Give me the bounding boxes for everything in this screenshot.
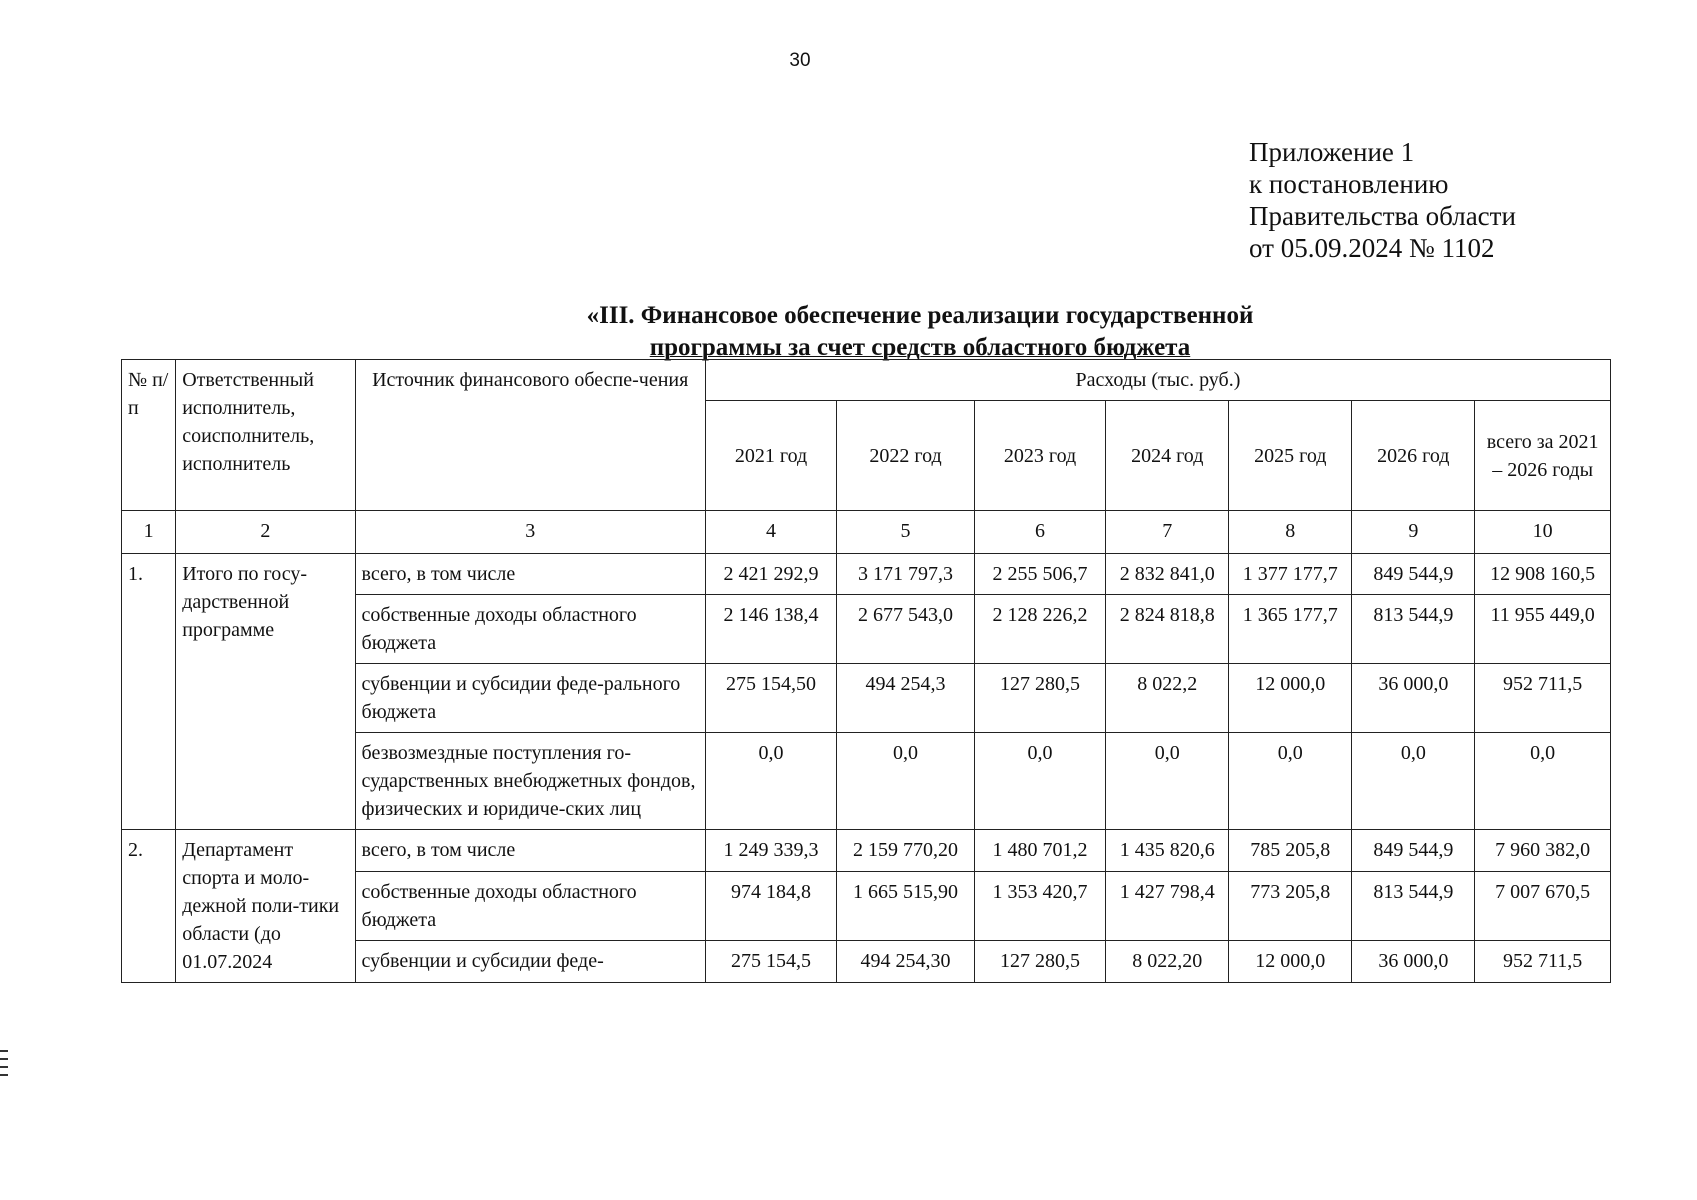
value-cell: 773 205,8 (1229, 871, 1352, 941)
source-cell: безвозмездные поступления го-сударственных внебюджетных фондов, физических и юридиче-ских лиц (355, 733, 705, 830)
value-cell: 0,0 (1352, 733, 1475, 830)
executor-cell: Итого по госу-дарственной программе (176, 554, 355, 830)
column-index: 5 (837, 511, 975, 554)
header-year: 2024 год (1106, 401, 1229, 511)
page-number: 30 (789, 50, 811, 71)
value-cell: 36 000,0 (1352, 664, 1475, 733)
executor-cell: Департамент спорта и моло-дежной поли-тики области (до 01.07.2024 (176, 830, 355, 983)
source-cell: собственные доходы областного бюджета (355, 871, 705, 941)
total-cell: 952 711,5 (1475, 941, 1611, 983)
value-cell: 849 544,9 (1352, 554, 1475, 595)
value-cell: 0,0 (974, 733, 1105, 830)
value-cell: 2 421 292,9 (705, 554, 836, 595)
value-cell: 1 427 798,4 (1106, 871, 1229, 941)
source-cell: всего, в том числе (355, 830, 705, 872)
value-cell: 2 159 770,20 (837, 830, 975, 872)
scan-edge-mark (0, 1066, 8, 1068)
source-cell: субвенции и субсидии феде-рального бюджета (355, 664, 705, 733)
total-cell: 0,0 (1475, 733, 1611, 830)
value-cell: 127 280,5 (974, 941, 1105, 983)
value-cell: 8 022,20 (1106, 941, 1229, 983)
value-cell: 494 254,30 (837, 941, 975, 983)
value-cell: 275 154,50 (705, 664, 836, 733)
column-index: 4 (705, 511, 836, 554)
table-row (122, 554, 1611, 595)
appendix-block (1249, 136, 1516, 264)
column-index-row (122, 511, 1611, 554)
value-cell: 813 544,9 (1352, 595, 1475, 664)
header-year: 2023 год (974, 401, 1105, 511)
value-cell: 36 000,0 (1352, 941, 1475, 983)
column-index: 2 (176, 511, 355, 554)
total-cell: 11 955 449,0 (1475, 595, 1611, 664)
scan-edge-mark (0, 1050, 8, 1052)
value-cell: 275 154,5 (705, 941, 836, 983)
value-cell: 2 677 543,0 (837, 595, 975, 664)
section-title (340, 300, 1500, 364)
column-index: 7 (1106, 511, 1229, 554)
header-year: 2021 год (705, 401, 836, 511)
header-year: 2025 год (1229, 401, 1352, 511)
header-year: 2026 год (1352, 401, 1475, 511)
value-cell: 494 254,3 (837, 664, 975, 733)
header-num: № п/п (122, 360, 176, 511)
header-source: Источник финансового обеспе-чения (355, 360, 705, 511)
section-title-line-1: «III. Финансовое обеспечение реализации государственной (586, 302, 1254, 329)
value-cell: 8 022,2 (1106, 664, 1229, 733)
header-expenses: Расходы (тыс. руб.) (705, 360, 1610, 401)
header-total: всего за 2021 – 2026 годы (1475, 401, 1611, 511)
column-index: 3 (355, 511, 705, 554)
appendix-line-3: Правительства области (1249, 201, 1516, 231)
appendix-line-2: к постановлению (1249, 169, 1449, 199)
value-cell: 12 000,0 (1229, 941, 1352, 983)
value-cell: 2 832 841,0 (1106, 554, 1229, 595)
value-cell: 1 365 177,7 (1229, 595, 1352, 664)
value-cell: 813 544,9 (1352, 871, 1475, 941)
value-cell: 1 665 515,90 (837, 871, 975, 941)
total-cell: 7 960 382,0 (1475, 830, 1611, 872)
value-cell: 1 249 339,3 (705, 830, 836, 872)
column-index: 8 (1229, 511, 1352, 554)
value-cell: 0,0 (1106, 733, 1229, 830)
value-cell: 2 146 138,4 (705, 595, 836, 664)
row-number: 2. (122, 830, 176, 983)
value-cell: 2 824 818,8 (1106, 595, 1229, 664)
value-cell: 127 280,5 (974, 664, 1105, 733)
source-cell: субвенции и субсидии феде- (355, 941, 705, 983)
financing-table (121, 359, 1611, 983)
value-cell: 12 000,0 (1229, 664, 1352, 733)
source-cell: всего, в том числе (355, 554, 705, 595)
source-cell: собственные доходы областного бюджета (355, 595, 705, 664)
value-cell: 0,0 (1229, 733, 1352, 830)
value-cell: 1 480 701,2 (974, 830, 1105, 872)
column-index: 10 (1475, 511, 1611, 554)
appendix-line-4: от 05.09.2024 № 1102 (1249, 233, 1495, 263)
value-cell: 974 184,8 (705, 871, 836, 941)
value-cell: 2 128 226,2 (974, 595, 1105, 664)
value-cell: 1 353 420,7 (974, 871, 1105, 941)
value-cell: 0,0 (837, 733, 975, 830)
column-index: 9 (1352, 511, 1475, 554)
value-cell: 0,0 (705, 733, 836, 830)
value-cell: 2 255 506,7 (974, 554, 1105, 595)
row-number: 1. (122, 554, 176, 830)
value-cell: 849 544,9 (1352, 830, 1475, 872)
total-cell: 952 711,5 (1475, 664, 1611, 733)
header-row-1 (122, 360, 1611, 401)
value-cell: 785 205,8 (1229, 830, 1352, 872)
value-cell: 3 171 797,3 (837, 554, 975, 595)
column-index: 6 (974, 511, 1105, 554)
scan-edge-mark (0, 1058, 8, 1060)
scan-edge-mark (0, 1074, 8, 1076)
section-title-line-2: программы за счет средств областного бюджета (649, 334, 1191, 361)
table-row (122, 830, 1611, 872)
value-cell: 1 377 177,7 (1229, 554, 1352, 595)
total-cell: 7 007 670,5 (1475, 871, 1611, 941)
header-executor: Ответственный исполнитель, соисполнитель, исполнитель (176, 360, 355, 511)
column-index: 1 (122, 511, 176, 554)
value-cell: 1 435 820,6 (1106, 830, 1229, 872)
total-cell: 12 908 160,5 (1475, 554, 1611, 595)
scan-edge-marks (0, 1050, 8, 1082)
header-year: 2022 год (837, 401, 975, 511)
appendix-line-1: Приложение 1 (1249, 137, 1415, 167)
